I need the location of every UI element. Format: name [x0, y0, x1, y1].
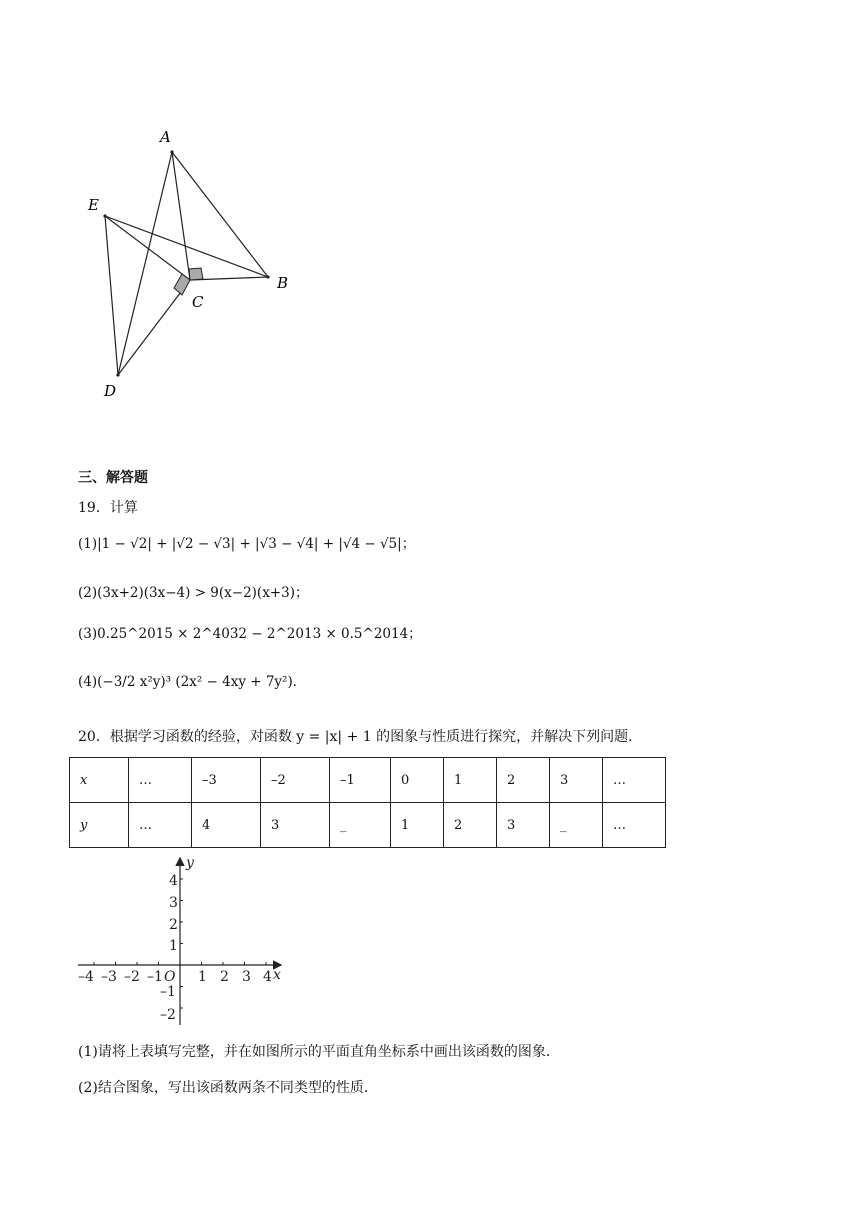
segment-ed — [105, 216, 118, 375]
point-label-d: D — [104, 382, 117, 400]
table-cell: … — [603, 803, 666, 848]
x-tick-label: 3 — [242, 969, 251, 985]
table-cell: –1 — [330, 758, 391, 803]
table-cell: 3 — [497, 803, 550, 848]
table-header-y: y — [70, 803, 129, 848]
segment-eb — [105, 216, 268, 277]
q19-item-2-expr: (3x+2)(3x−4) > 9(x−2)(x+3)； — [97, 585, 309, 601]
table-cell: _ — [550, 803, 603, 848]
y-tick-label: –2 — [160, 1007, 176, 1023]
table-cell: … — [129, 803, 192, 848]
table-cell: … — [129, 758, 192, 803]
q19-item-4-label: (4) — [78, 674, 98, 690]
table-cell: 2 — [497, 758, 550, 803]
q20-sub-question-1: (1)请将上表填写完整，并在如图所示的平面直角坐标系中画出该函数的图象． — [78, 1044, 560, 1060]
q20-sub-question-2: (2)结合图象，写出该函数两条不同类型的性质． — [78, 1080, 378, 1096]
table-cell: –2 — [261, 758, 330, 803]
q19-item-3 — [78, 622, 422, 642]
y-tick-label: 4 — [169, 873, 178, 889]
geometry-figure — [80, 120, 310, 405]
x-axis-label: x — [273, 967, 281, 983]
y-tick-label: 3 — [169, 895, 178, 911]
x-tick-label: –1 — [147, 969, 163, 985]
value-table — [69, 757, 666, 848]
table-cell: 3 — [261, 803, 330, 848]
table-cell: 2 — [444, 803, 497, 848]
q19-item-2-label: (2) — [78, 585, 98, 601]
y-tick-label: 2 — [169, 917, 178, 933]
x-tick-label: 2 — [220, 969, 229, 985]
q19-item-4 — [78, 670, 306, 690]
x-tick-label: –3 — [101, 969, 117, 985]
right-angle-mark-ecd — [174, 274, 190, 295]
table-cell: 1 — [444, 758, 497, 803]
y-tick-label: –1 — [160, 984, 176, 1000]
table-cell: 4 — [192, 803, 261, 848]
point-label-c: C — [192, 293, 204, 311]
x-tick-label: –2 — [124, 969, 140, 985]
table-cell: 1 — [391, 803, 444, 848]
segment-ad — [118, 152, 172, 375]
segment-ec — [105, 216, 190, 280]
x-tick-label: –4 — [78, 969, 94, 985]
table-cell: –3 — [192, 758, 261, 803]
coordinate-axes — [74, 853, 294, 1029]
q19-title: 19．计算 — [78, 500, 138, 516]
x-tick-label: 4 — [263, 969, 272, 985]
q19-item-3-label: (3) — [78, 626, 98, 642]
q19-item-1 — [78, 532, 415, 552]
q20-prompt: 20．根据学习函数的经验，对函数 y = |x| + 1 的图象与性质进行探究，并解决下列问题． — [78, 729, 643, 745]
q19-item-2 — [78, 581, 308, 601]
table-header-x: x — [70, 758, 129, 803]
point-label-e: E — [88, 196, 99, 214]
right-angle-mark-acb — [189, 268, 203, 280]
point-label-b: B — [277, 274, 289, 292]
section-heading: 三、解答题 — [78, 470, 148, 486]
table-cell: … — [603, 758, 666, 803]
y-tick-label: 1 — [169, 938, 178, 954]
table-cell: _ — [330, 803, 391, 848]
point-label-a: A — [160, 128, 171, 146]
origin-label: O — [164, 969, 176, 985]
table-cell: 3 — [550, 758, 603, 803]
table-cell: 0 — [391, 758, 444, 803]
table-row-y — [70, 803, 666, 848]
q19-item-3-expr: 0.25^2015 × 2^4032 − 2^2013 × 0.5^2014； — [97, 626, 422, 642]
segment-dc — [118, 280, 190, 375]
x-tick-label: 1 — [198, 969, 207, 985]
y-axis-label: y — [186, 855, 194, 871]
table-row-x — [70, 758, 666, 803]
q19-item-1-expr: |1 − √2| + |√2 − √3| + |√3 − √4| + |√4 − √5|； — [97, 536, 416, 552]
q19-item-4-expr: (−3/2 x²y)³ (2x² − 4xy + 7y²)． — [97, 674, 307, 690]
q19-item-1-label: (1) — [78, 536, 98, 552]
